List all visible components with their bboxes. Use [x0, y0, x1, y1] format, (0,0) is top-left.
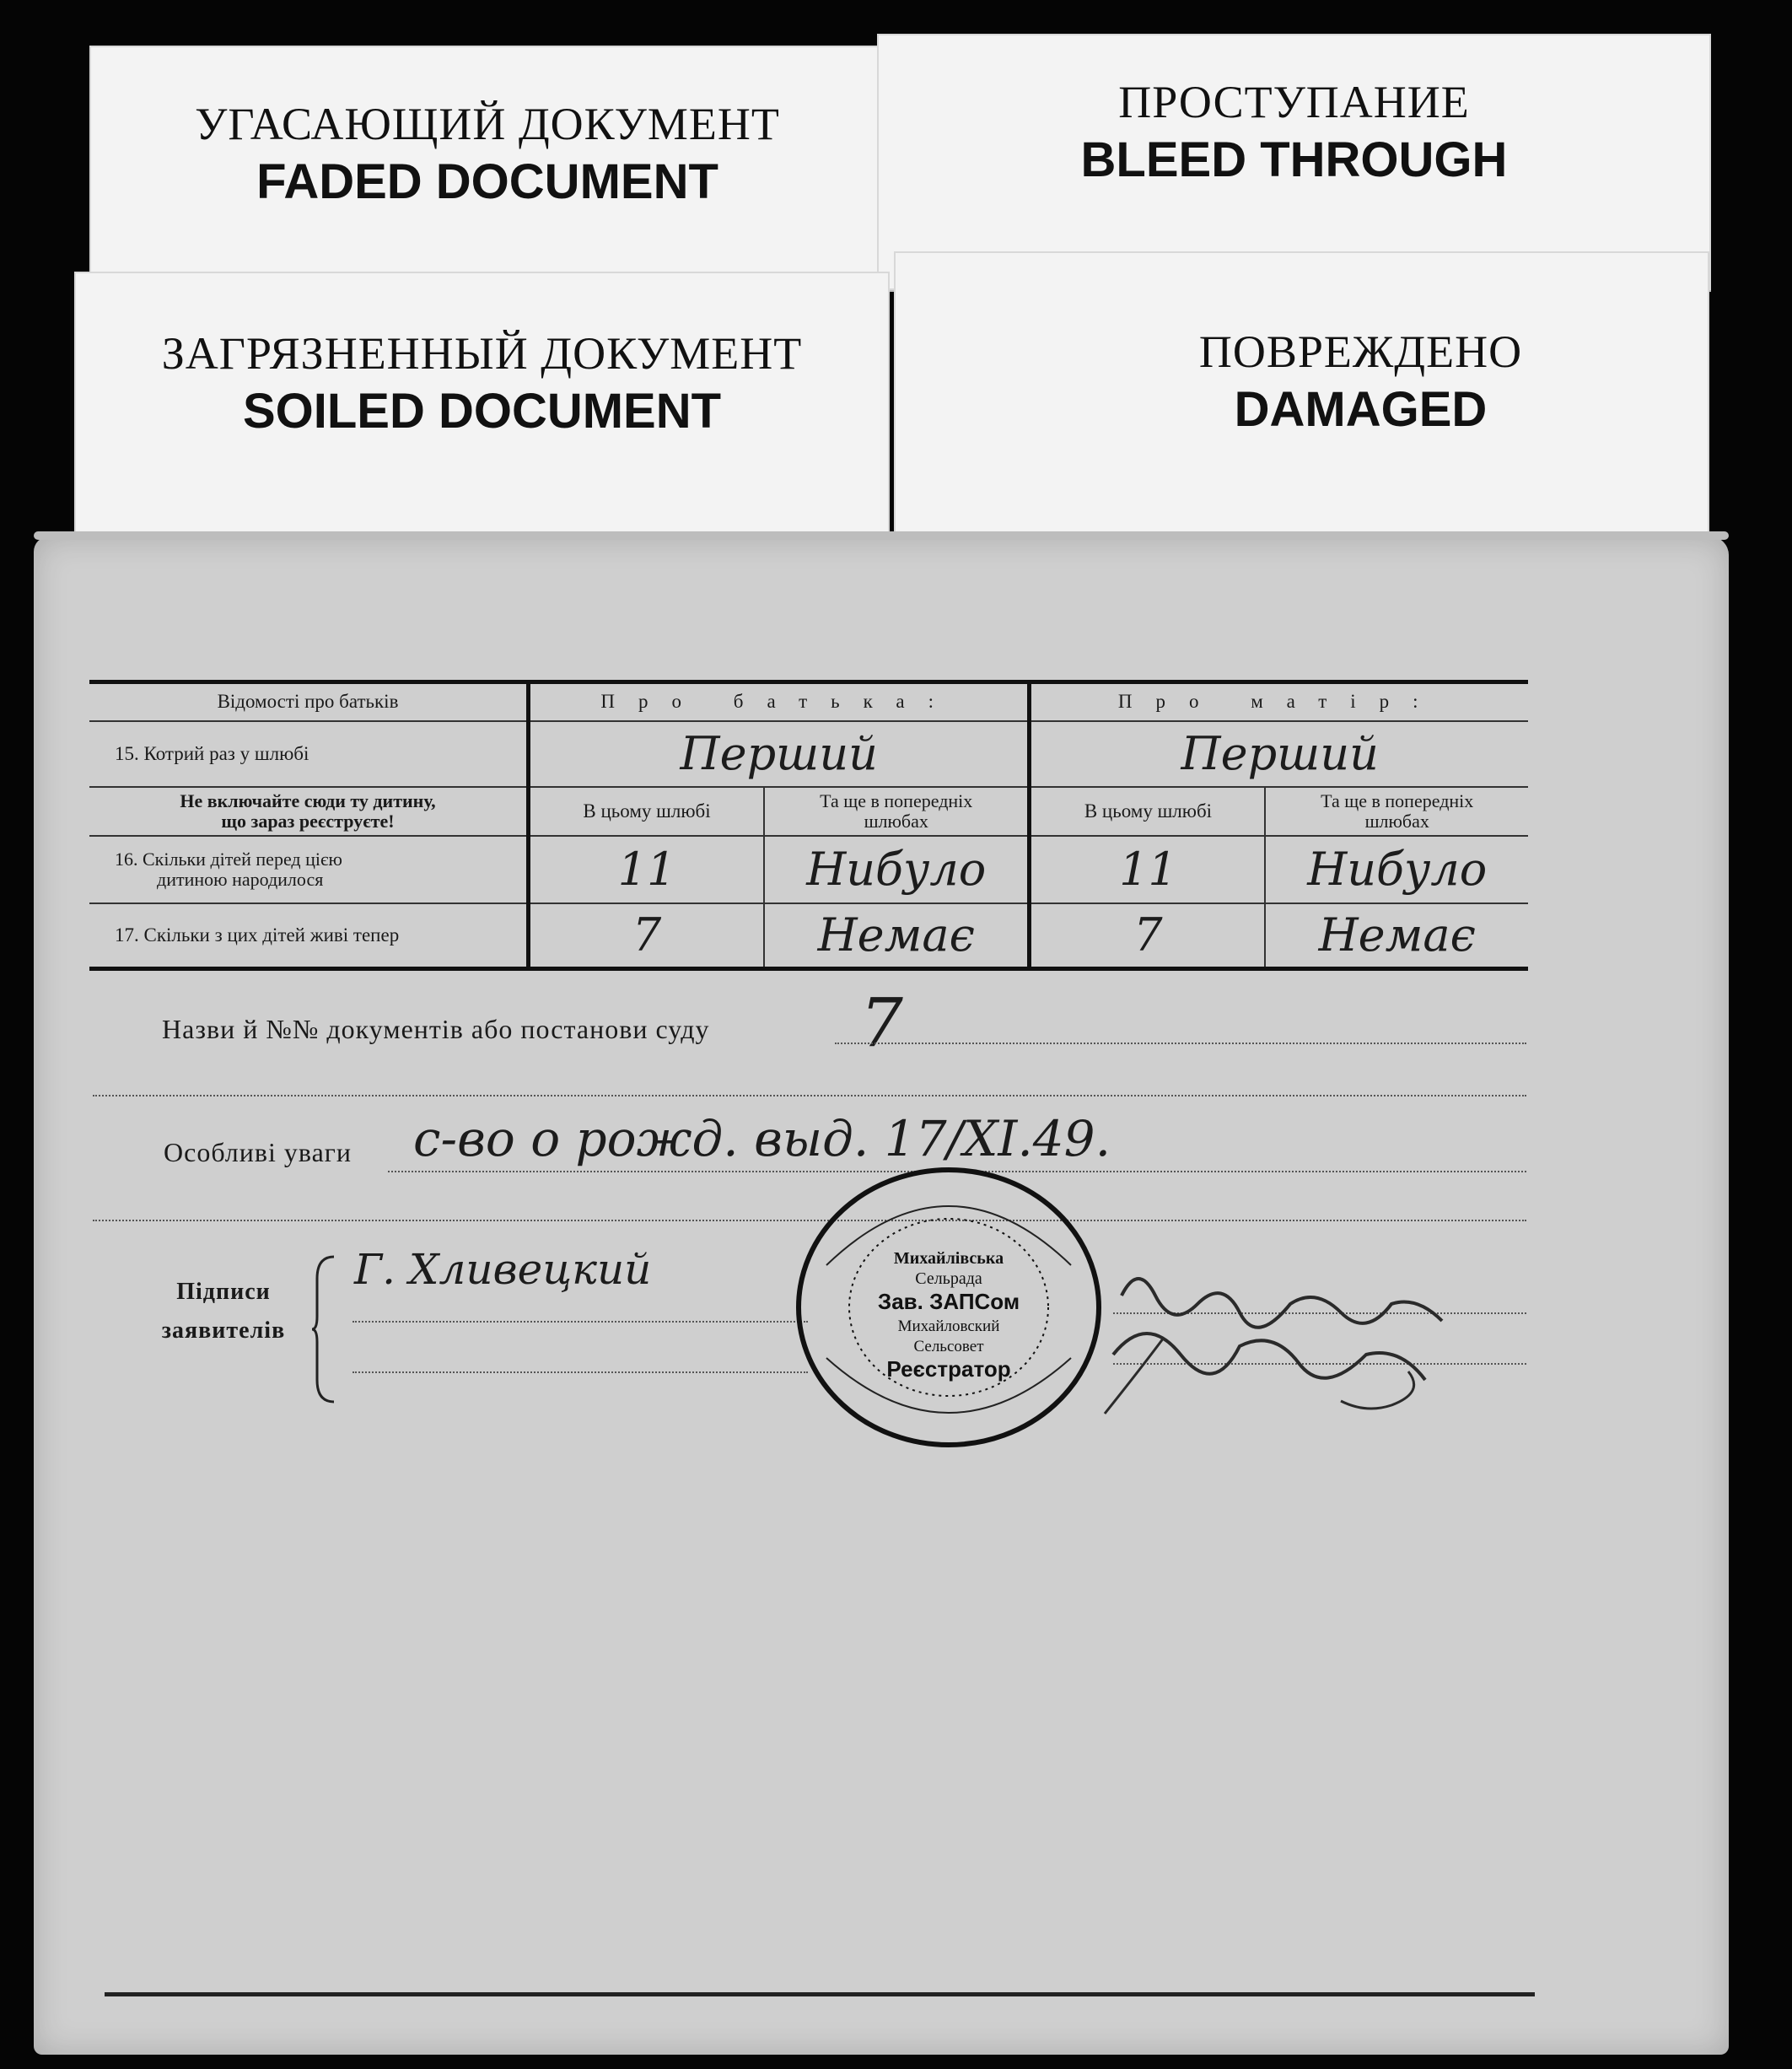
signatures-label: [160, 1279, 287, 1344]
row16-mother-prev: Нибуло: [1265, 836, 1528, 903]
signature-line-2: [352, 1371, 808, 1373]
mother-this-marriage-header: В цьому шлюбі: [1030, 787, 1266, 836]
applicant-signature: Г. Хливецкий: [354, 1245, 652, 1294]
row15-mother-value: Перший: [1030, 721, 1528, 787]
row15-label: 15. Котрий раз у шлюбі: [89, 721, 529, 787]
mother-previous-marriages-header: [1265, 787, 1528, 836]
row16-mother-this: 11: [1030, 836, 1266, 903]
row17-father-prev: Немає: [764, 903, 1030, 969]
soiled-label-ru: ЗАГРЯЗНЕННЫЙ ДОКУМЕНТ: [161, 328, 803, 379]
documents-line: [835, 1043, 1526, 1044]
stamp-line1: Михайлівська: [893, 1249, 1004, 1268]
damaged-label: [894, 251, 1709, 552]
stamp-line3: Зав. ЗАПСом: [877, 1289, 1020, 1314]
note-line2: що зараз реєструєте!: [221, 810, 395, 832]
row16-father-prev: Нибуло: [764, 836, 1030, 903]
row16-label-line1: 16. Скільки дітей перед цією: [115, 848, 342, 870]
note-row: [89, 787, 1528, 836]
header-parents-info: Відомості про батьків: [89, 682, 529, 721]
official-stamp-icon: [793, 1164, 1105, 1451]
damaged-label-ru: ПОВРЕЖДЕНО: [1198, 326, 1523, 377]
stamp-line6: Реєстратор: [886, 1356, 1011, 1382]
soiled-label-en: SOILED DOCUMENT: [242, 384, 722, 439]
father-this-marriage-header: В цьому шлюбі: [529, 787, 765, 836]
signatures-label-line2: заявителів: [161, 1317, 286, 1344]
signatures-brace-icon: [312, 1253, 337, 1405]
table-header-row: [89, 682, 1528, 721]
row16-label: [89, 836, 529, 903]
signatures-label-line1: Підписи: [176, 1279, 271, 1305]
row16-father-this: 11: [529, 836, 765, 903]
faded-label-ru: УГАСАЮЩИЙ ДОКУМЕНТ: [195, 99, 780, 149]
father-previous-line2: шлюбах: [864, 810, 928, 832]
registrar-signature-icon: [1088, 1245, 1467, 1422]
faded-label-en: FADED DOCUMENT: [256, 154, 718, 209]
stamp-line2: Сельрада: [915, 1269, 982, 1288]
stamp-line4: Михайловский: [897, 1317, 1000, 1335]
note-exclude-child: [89, 787, 529, 836]
mother-previous-line1: Та ще в попередніх: [1321, 789, 1474, 811]
row17-mother-this: 7: [1030, 903, 1266, 969]
parents-info-table: [89, 680, 1528, 971]
row-17: [89, 903, 1528, 969]
header-mother: Про матір:: [1030, 682, 1528, 721]
remarks-value: с-во о рожд. выд. 17/XI.49.: [413, 1110, 1111, 1167]
header-father: Про батька:: [529, 682, 1030, 721]
row17-label: 17. Скільки з цих дітей живі тепер: [89, 903, 529, 969]
soiled-document-label: [74, 272, 890, 553]
stamp-line5: Сельсовет: [913, 1338, 984, 1355]
row16-label-line2: дитиною народилося: [157, 868, 324, 890]
father-previous-line1: Та ще в попередніх: [820, 789, 973, 811]
remarks-label: Особливі уваги: [164, 1137, 352, 1167]
note-line1: Не включайте сюди ту дитину,: [180, 789, 436, 811]
bottom-rule: [105, 1992, 1535, 1996]
row-16: [89, 836, 1528, 903]
row17-father-this: 7: [529, 903, 765, 969]
father-previous-marriages-header: [764, 787, 1030, 836]
row-15: [89, 721, 1528, 787]
bleed-label-ru: ПРОСТУПАНИЕ: [1118, 77, 1470, 127]
mother-previous-line2: шлюбах: [1364, 810, 1429, 832]
signature-line-1: [352, 1321, 808, 1323]
documents-label: Назви й №№ документів або постанови суду: [162, 1014, 710, 1044]
row17-mother-prev: Немає: [1265, 903, 1528, 969]
documents-value: 7: [860, 983, 903, 1062]
bleed-label-en: BLEED THROUGH: [1080, 132, 1508, 187]
faded-document-label: [89, 46, 885, 302]
documents-line-2: [93, 1095, 1526, 1096]
row15-father-value: Перший: [529, 721, 1030, 787]
damaged-label-en: DAMAGED: [1234, 382, 1488, 437]
